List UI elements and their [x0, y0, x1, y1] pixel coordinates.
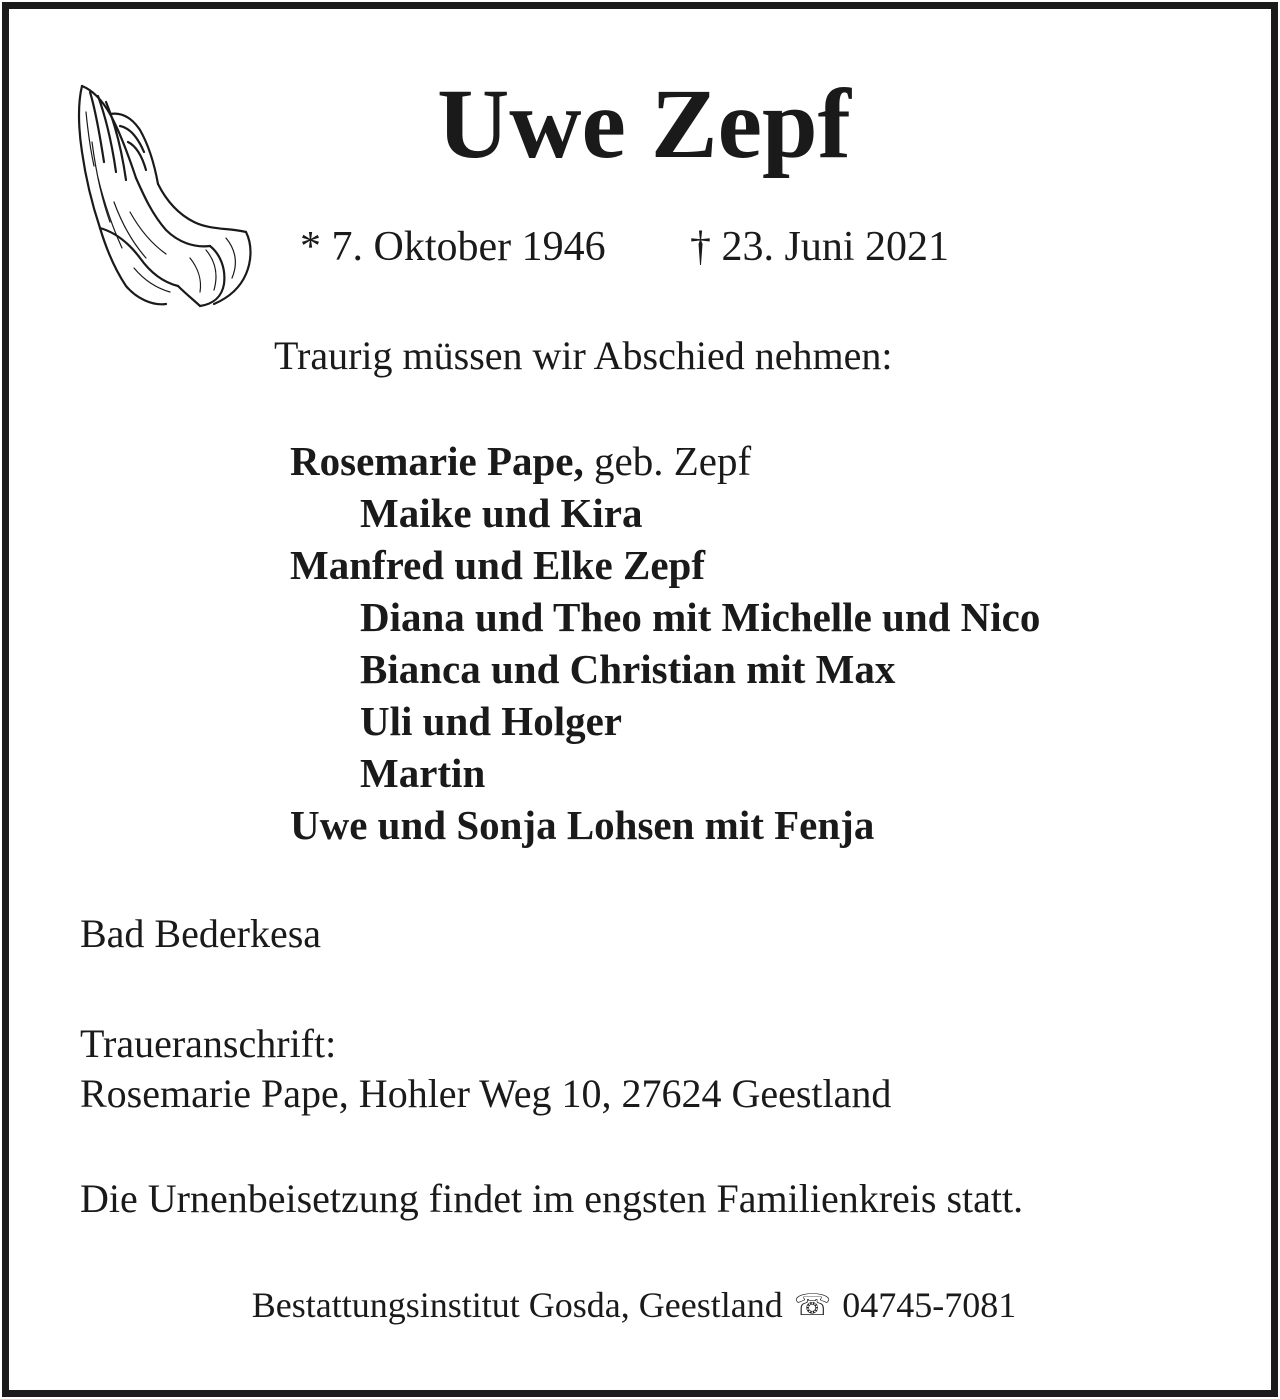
mourner-note: geb. Zepf	[583, 438, 752, 484]
deceased-name: Uwe Zepf	[437, 68, 851, 179]
mourner-name: Manfred und Elke Zepf	[290, 542, 706, 588]
birth-date: * 7. Oktober 1946	[300, 224, 606, 270]
burial-note: Die Urnenbeisetzung findet im engsten Familienkreis statt.	[80, 1176, 1024, 1221]
undertaker-footer	[0, 1284, 1280, 1327]
mourner-line	[360, 645, 895, 694]
undertaker-name: Bestattungsinstitut Gosda, Geestland	[251, 1285, 783, 1325]
mourner-line	[290, 541, 705, 590]
mourner-name: Maike und Kira	[360, 490, 643, 536]
address-label: Traueranschrift:	[80, 1021, 337, 1066]
mourner-name: Diana und Theo mit Michelle und Nico	[360, 594, 1041, 640]
mourner-name: Uwe und Sonja Lohsen mit Fenja	[290, 802, 875, 848]
mourner-line	[360, 697, 622, 746]
mourner-name: Bianca und Christian mit Max	[360, 646, 896, 692]
farewell-intro: Traurig müssen wir Abschied nehmen:	[274, 333, 893, 378]
mourning-address: Rosemarie Pape, Hohler Weg 10, 27624 Geestland	[80, 1071, 892, 1116]
place: Bad Bederkesa	[80, 911, 322, 956]
mourner-name: Uli und Holger	[360, 698, 622, 744]
death-date: † 23. Juni 2021	[690, 224, 950, 270]
mourner-line	[360, 489, 642, 538]
mourner-line	[360, 593, 1040, 642]
mourner-name: Martin	[360, 750, 486, 796]
mourner-line	[360, 749, 485, 798]
mourner-line	[290, 437, 751, 486]
mourner-line	[290, 801, 874, 850]
telephone-icon: ☏	[793, 1288, 832, 1323]
mourner-name: Rosemarie Pape,	[290, 438, 584, 484]
undertaker-phone: 04745-7081	[842, 1285, 1017, 1325]
